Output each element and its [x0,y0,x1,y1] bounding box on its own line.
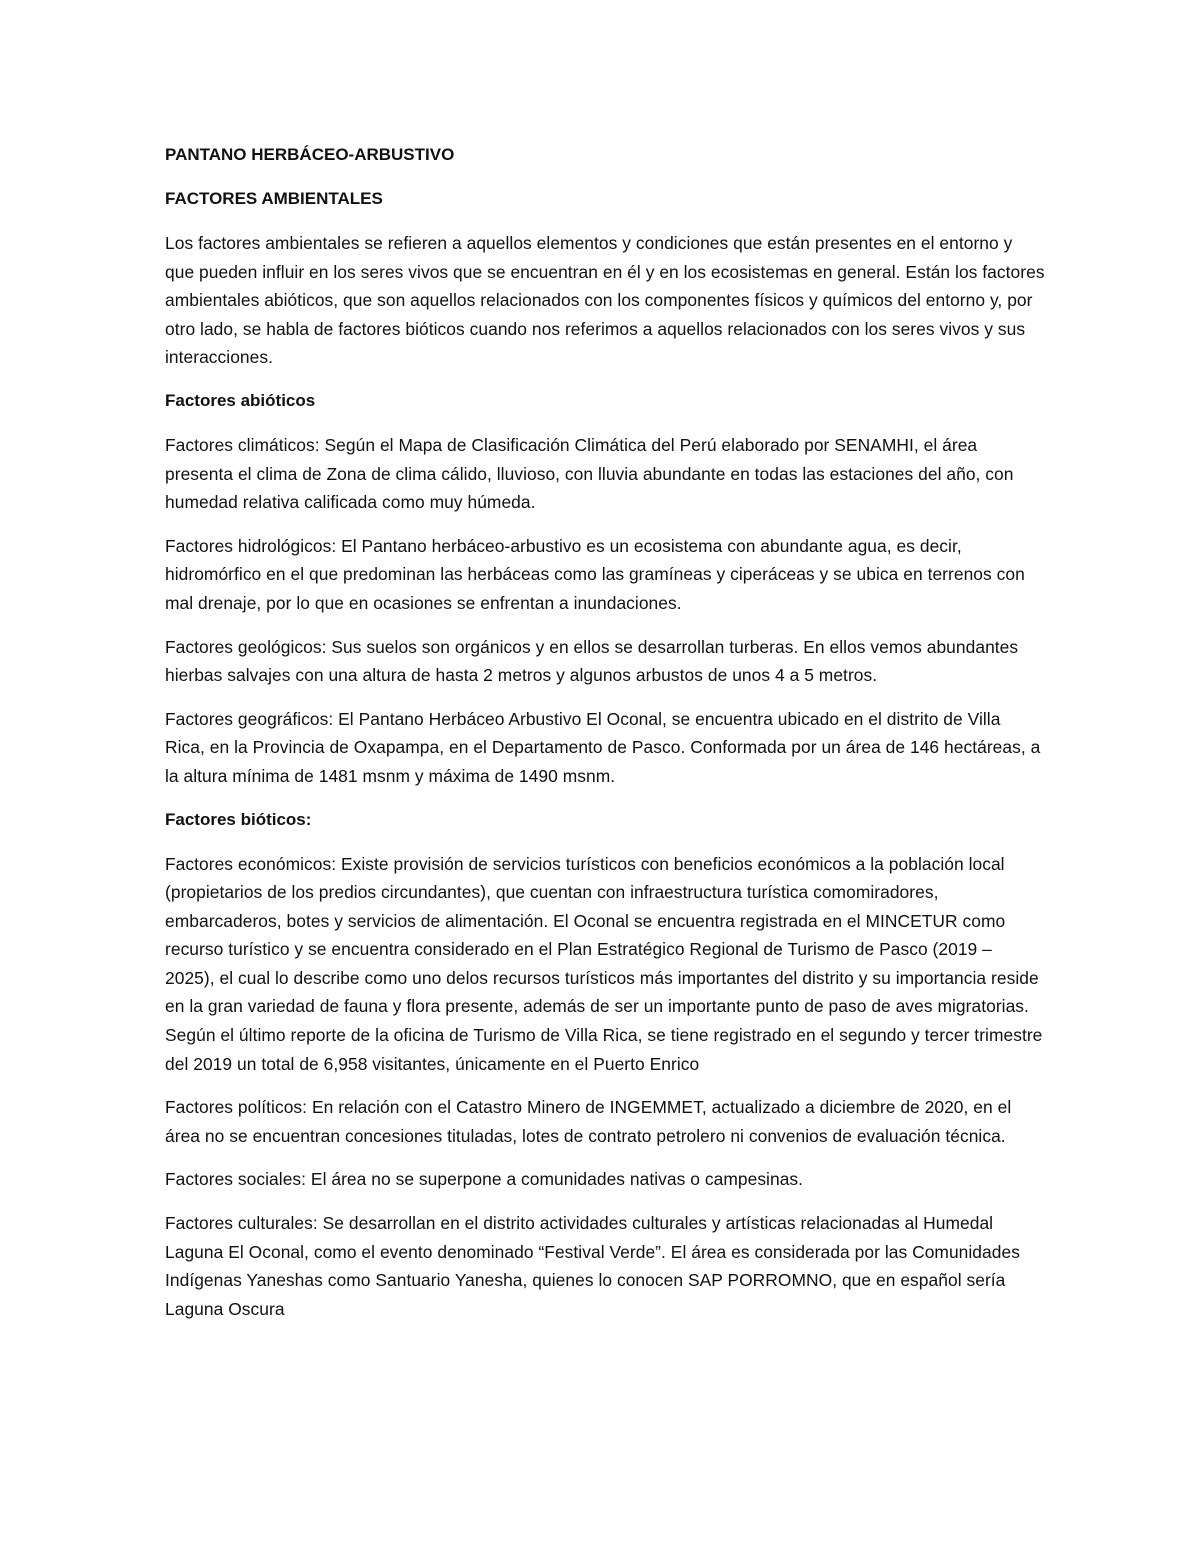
paragraph-factores-climaticos: Factores climáticos: Según el Mapa de Clasificación Climática del Perú elaborado por SENAMHI, el área presenta el clima de Zona de clima cálido, lluvioso, con lluvia abundante en todas las estaciones del año, con humedad relativa calificada como muy húmeda. [165,434,1014,513]
section-heading-factores-abioticos: Factores abióticos [165,390,316,410]
intro-paragraph: Los factores ambientales se refieren a aquellos elementos y condiciones que están presentes en el entorno y que pueden influir en los seres vivos que se encuentran en él y en los ecosistemas en general. Están los factores ambientales abióticos, que son aquellos relacionados con los componentes físicos y químicos del entorno y, por otro lado, se habla de factores bióticos cuando nos referimos a aquellos relacionados con los seres vivos y sus interacciones. [165,233,1045,368]
section-heading-factores-bioticos: Factores bióticos: [165,809,312,829]
document-body [165,141,1045,1338]
section-heading-factores-ambientales: FACTORES AMBIENTALES [165,189,383,208]
paragraph-factores-economicos: Factores económicos: Existe provisión de servicios turísticos con beneficios económicos a la población local (propietarios de los predios circundantes), que cuentan con infraestructura turística comomiradores, embarcaderos, botes y servicios de alimentación. El Oconal se encuentra registrada en el MINCETUR como recurso turístico y se encuentra considerado en el Plan Estratégico Regional de Turismo de Pasco (2019 – 2025), el cual lo describe como uno delos recursos turísticos más importantes del distrito y su importancia reside en la gran variedad de fauna y flora presente, además de ser un importante punto de paso de aves migratorias. Según el último reporte de la oficina de Turismo de Villa Rica, se tiene registrado en el segundo y tercer trimestre del 2019 un total de 6,958 visitantes, únicamente en el Puerto Enrico [165,853,1043,1074]
paragraph-factores-geograficos: Factores geográficos: El Pantano Herbáceo Arbustivo El Oconal, se encuentra ubicado en el distrito de Villa Rica, en la Provincia de Oxapampa, en el Departamento de Pasco. Conformada por un área de 146 hectáreas, a la altura mínima de 1481 msnm y máxima de 1490 msnm. [165,708,1041,786]
paragraph-factores-hidrologicos: Factores hidrológicos: El Pantano herbáceo-arbustivo es un ecosistema con abundante agua, es decir, hidromórfico en el que predominan las herbáceas como las gramíneas y ciperáceas y se ubica en terrenos con mal drenaje, por lo que en ocasiones se enfrentan a inundaciones. [165,535,1025,613]
paragraph-factores-geologicos: Factores geológicos: Sus suelos son orgánicos y en ellos se desarrollan turberas. En ellos vemos abundantes hierbas salvajes con una altura de hasta 2 metros y algunos arbustos de unos 4 a 5 metros. [165,636,1019,686]
document-title: PANTANO HERBÁCEO-ARBUSTIVO [165,145,455,164]
paragraph-factores-sociales: Factores sociales: El área no se superpone a comunidades nativas o campesinas. [165,1169,804,1190]
paragraph-factores-culturales: Factores culturales: Se desarrollan en el distrito actividades culturales y artísticas relacionadas al Humedal Laguna El Oconal, como el evento denominado “Festival Verde”. El área es considerada por las Comunidades Indígenas Yaneshas como Santuario Yanesha, quienes lo conocen SAP PORROMNO, que en español sería Laguna Oscura [165,1213,1020,1319]
paragraph-factores-politicos: Factores políticos: En relación con el Catastro Minero de INGEMMET, actualizado a diciembre de 2020, en el área no se encuentran concesiones tituladas, lotes de contrato petrolero ni convenios de evaluación técnica. [165,1097,1012,1146]
